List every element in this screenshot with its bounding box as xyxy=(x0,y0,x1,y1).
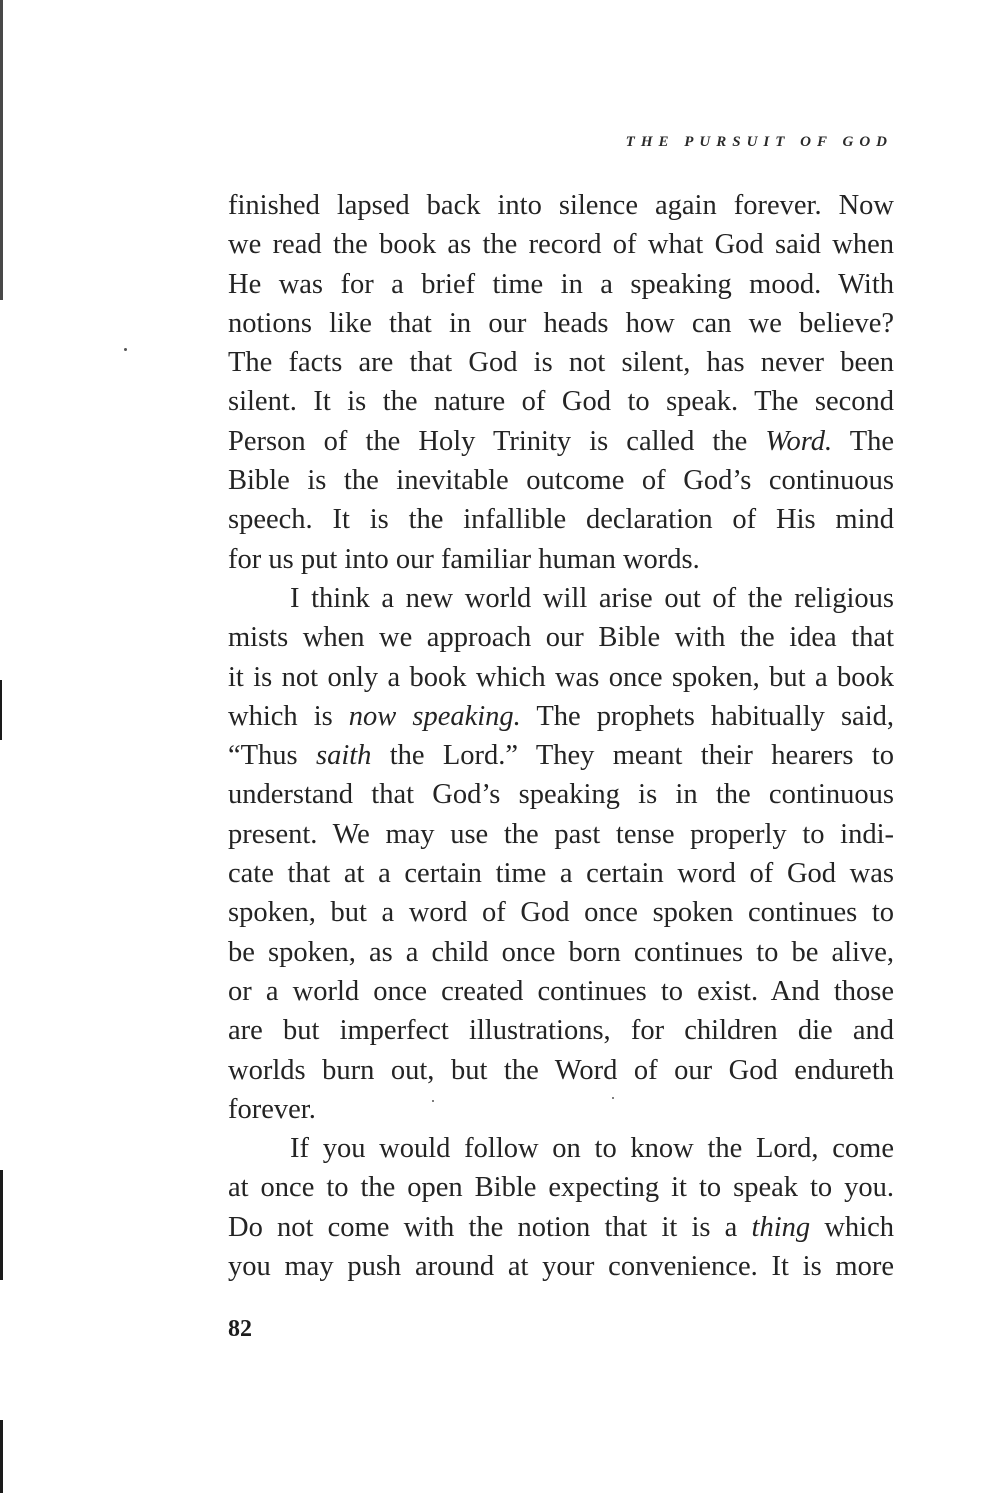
text-run: the Lord.” They meant their hearers to xyxy=(371,740,895,772)
body-text xyxy=(228,186,894,1286)
text-run: Person of the Holy Trinity is called the xyxy=(228,425,766,457)
text-line: finished lapsed back into silence again forever. Now xyxy=(228,190,894,221)
text-line: speech. It is the infallible declaration of His mind xyxy=(228,504,894,536)
text-line: are but imperfect illustrations, for children die and xyxy=(228,1015,894,1047)
italic-run: Word. xyxy=(765,425,833,457)
text-line: silent. It is the nature of God to speak. The second xyxy=(228,386,894,418)
page-edge-shadow xyxy=(0,0,3,300)
page-edge-shadow xyxy=(0,680,2,740)
text-line xyxy=(228,697,894,736)
text-run: The prophets habitually said, xyxy=(520,700,894,732)
text-line: present. We may use the past tense properly to indi- xyxy=(228,818,894,850)
scan-speck xyxy=(124,348,127,351)
text-line: The facts are that God is not silent, has never been xyxy=(228,347,894,379)
page-edge-shadow xyxy=(0,1170,3,1280)
page-edge-shadow xyxy=(0,1420,3,1493)
italic-run: thing xyxy=(751,1211,811,1243)
page-number: 82 xyxy=(228,1316,252,1342)
text-line: worlds burn out, but the Word of our God endureth xyxy=(228,1054,894,1086)
text-line: or a world once created continues to exist. And those xyxy=(228,975,894,1007)
text-line: you may push around at your convenience. It is more xyxy=(228,1251,894,1283)
text-line xyxy=(228,1208,894,1247)
text-line: notions like that in our heads how can we believe? xyxy=(228,307,894,339)
text-line: for us put into our familiar human words. xyxy=(228,543,700,575)
text-line: He was for a brief time in a speaking mood. With xyxy=(228,268,894,300)
text-line xyxy=(228,736,894,775)
text-line: I think a new world will arise out of the religious xyxy=(290,582,894,614)
text-line: forever. xyxy=(228,1093,316,1125)
running-head: THE PURSUIT OF GOD xyxy=(625,134,893,150)
text-run: Do not come with the notion that it is a xyxy=(228,1211,752,1243)
text-line: at once to the open Bible expecting it to speak to you. xyxy=(228,1172,894,1204)
text-line: be spoken, as a child once born continues to be alive, xyxy=(228,936,894,968)
italic-run: now speaking. xyxy=(348,700,521,732)
text-line: spoken, but a word of God once spoken continues to xyxy=(228,897,894,929)
text-line xyxy=(228,422,894,461)
text-line: Bible is the inevitable outcome of God’s continuous xyxy=(228,465,894,497)
text-line: If you would follow on to know the Lord, come xyxy=(290,1133,894,1165)
text-line: it is not only a book which was once spoken, but a book xyxy=(228,661,894,693)
text-line: cate that at a certain time a certain word of God was xyxy=(228,858,894,890)
text-line: mists when we approach our Bible with the idea that xyxy=(228,622,894,654)
text-run: “Thus xyxy=(228,740,316,772)
text-line: understand that God’s speaking is in the continuous xyxy=(228,779,894,811)
text-run: The xyxy=(832,425,895,457)
text-run: which xyxy=(810,1211,894,1243)
italic-run: saith xyxy=(315,740,372,772)
text-run: which is xyxy=(228,700,349,732)
text-line: we read the book as the record of what God said when xyxy=(228,229,894,261)
